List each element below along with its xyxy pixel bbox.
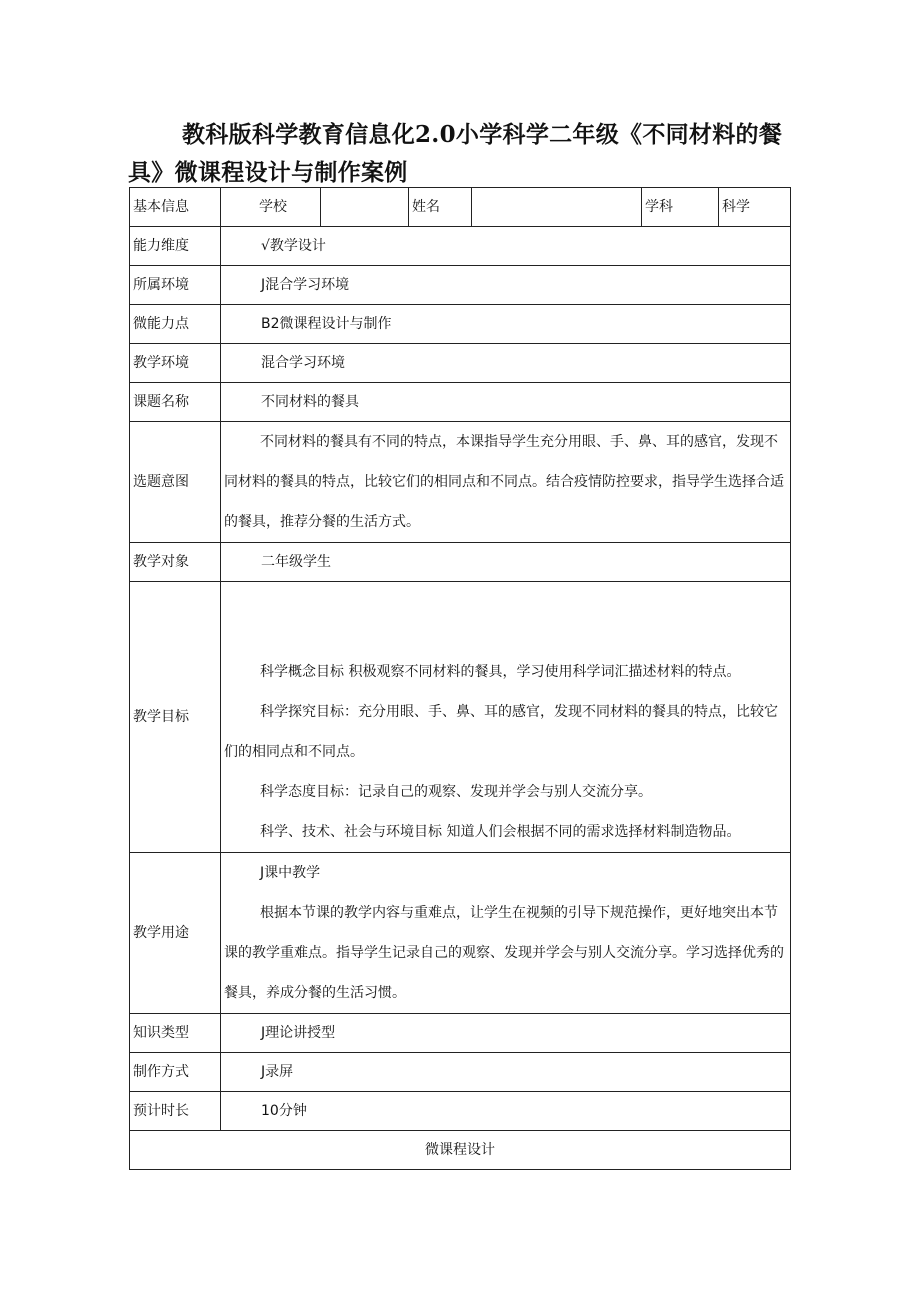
micro-ability-label: 微能力点 <box>130 305 221 344</box>
name-value[interactable] <box>472 188 642 227</box>
row-environment <box>130 266 791 305</box>
ability-value: √教学设计 <box>261 238 326 254</box>
row-knowledge <box>130 1014 791 1053</box>
intent-label: 选题意图 <box>130 422 221 543</box>
teaching-env-value: 混合学习环境 <box>261 355 345 371</box>
row-teaching-env <box>130 344 791 383</box>
knowledge-label: 知识类型 <box>130 1014 221 1053</box>
row-duration <box>130 1092 791 1131</box>
row-audience <box>130 543 791 582</box>
row-intent <box>130 422 791 543</box>
intent-text: 不同材料的餐具有不同的特点，本课指导学生充分用眼、手、鼻、耳的感官，发现不同材料的餐具的特点，比较它们的相同点和不同点。结合疫情防控要求，指导学生选择合适的餐具，推荐分餐的生活方式。 <box>224 434 784 530</box>
basic-info-label: 基本信息 <box>130 188 221 227</box>
topic-label: 课题名称 <box>130 383 221 422</box>
usage-mode: J课中教学 <box>260 865 321 881</box>
course-info-table <box>129 187 791 1170</box>
subject-value[interactable]: 科学 <box>719 188 791 227</box>
name-label: 姓名 <box>409 188 472 227</box>
row-basic-info <box>130 188 791 227</box>
goals-label: 教学目标 <box>130 582 221 853</box>
knowledge-value: J理论讲授型 <box>261 1025 336 1041</box>
micro-ability-value: B2微课程设计与制作 <box>261 316 392 332</box>
audience-value: 二年级学生 <box>261 554 331 570</box>
duration-value: 10分钟 <box>261 1103 307 1119</box>
micro-course-design-heading: 微课程设计 <box>130 1131 791 1170</box>
school-label: 学校 <box>221 188 321 227</box>
production-label: 制作方式 <box>130 1053 221 1092</box>
row-footer-heading <box>130 1131 791 1170</box>
topic-value: 不同材料的餐具 <box>261 394 359 410</box>
row-ability <box>130 227 791 266</box>
teaching-env-label: 教学环境 <box>130 344 221 383</box>
row-production <box>130 1053 791 1092</box>
audience-label: 教学对象 <box>130 543 221 582</box>
goal-inquiry: 科学探究目标：充分用眼、手、鼻、耳的感官，发现不同材料的餐具的特点，比较它们的相同点和不同点。 <box>224 704 778 760</box>
row-topic <box>130 383 791 422</box>
usage-label: 教学用途 <box>130 853 221 1014</box>
subject-label: 学科 <box>642 188 719 227</box>
ability-label: 能力维度 <box>130 227 221 266</box>
document-title: 教科版科学教育信息化2.0小学科学二年级《不同材料的餐具》微课程设计与制作案例 <box>128 121 783 186</box>
goal-attitude: 科学态度目标：记录自己的观察、发现并学会与别人交流分享。 <box>260 784 652 800</box>
school-value[interactable] <box>321 188 409 227</box>
production-value: J录屏 <box>261 1064 294 1080</box>
environment-value: J混合学习环境 <box>261 277 350 293</box>
goal-concept: 科学概念目标 积极观察不同材料的餐具，学习使用科学词汇描述材料的特点。 <box>260 664 741 680</box>
environment-label: 所属环境 <box>130 266 221 305</box>
row-usage <box>130 853 791 1014</box>
duration-label: 预计时长 <box>130 1092 221 1131</box>
row-goals <box>130 582 791 853</box>
usage-text: 根据本节课的教学内容与重难点，让学生在视频的引导下规范操作，更好地突出本节课的教学重难点。指导学生记录自己的观察、发现并学会与别人交流分享。学习选择优秀的餐具，养成分餐的生活习惯。 <box>224 905 784 1001</box>
goal-stse: 科学、技术、社会与环境目标 知道人们会根据不同的需求选择材料制造物品。 <box>260 824 741 840</box>
row-micro-ability <box>130 305 791 344</box>
